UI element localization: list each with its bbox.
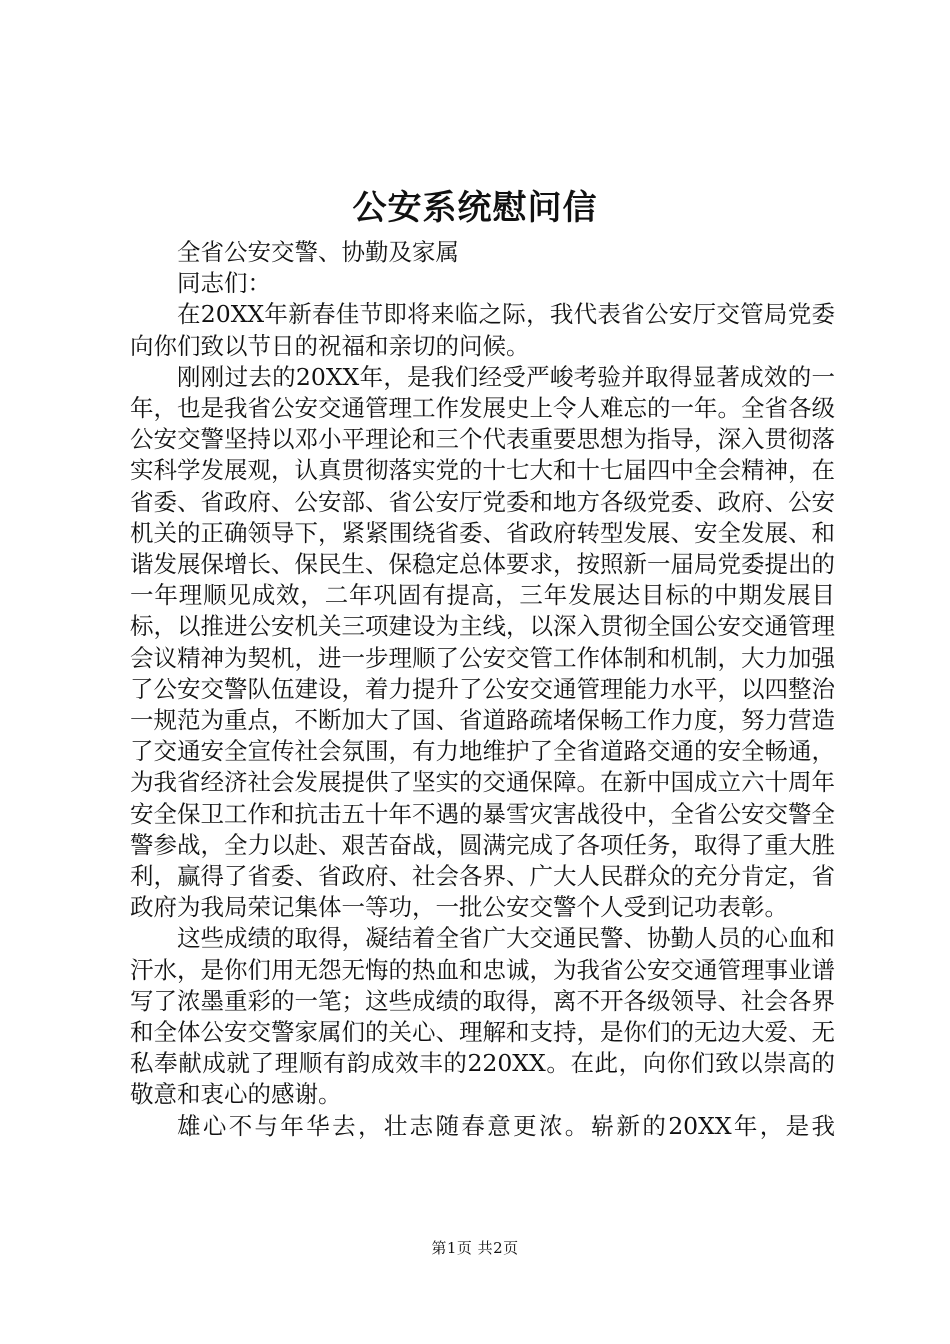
salutation-recipients: 全省公安交警、协勤及家属 xyxy=(177,238,459,266)
body-paragraph: 这些成绩的取得，凝结着全省广大交通民警、协勤人员的心血和汗水，是你们用无怨无悔的热血和忠诚，为我省公安交通管理事业谱写了浓墨重彩的一笔；这些成绩的取得，离不开各级领导、社会各界和全体公安交警家属们的关心、理解和支持，是你们的无边大爱、无私奉献成就了理顺有韵成效丰的220XX。在此，向你们致以崇高的敬意和衷心的感谢。 xyxy=(130,924,835,1109)
document-body xyxy=(130,237,835,1142)
document-title: 公安系统慰问信 xyxy=(352,188,598,228)
body-paragraph: 雄心不与年华去，壮志随春意更浓。崭新的20XX年，是我 xyxy=(177,1111,835,1140)
page-footer: 第1页 共2页 xyxy=(431,1239,519,1257)
body-paragraph: 在20XX年新春佳节即将来临之际，我代表省公安厅交管局党委向你们致以节日的祝福和亲切的问候。 xyxy=(130,300,835,360)
salutation-greeting: 同志们： xyxy=(177,269,271,298)
body-paragraph: 刚刚过去的20XX年，是我们经受严峻考验并取得显著成效的一年，也是我省公安交通管理工作发展史上令人难忘的一年。全省各级公安交警坚持以邓小平理论和三个代表重要思想为指导，深入贯彻落实科学发展观，认真贯彻落实党的十七大和十七届四中全会精神，在省委、省政府、公安部、省公安厅党委和地方各级党委、政府、公安机关的正确领导下，紧紧围绕省委、省政府转型发展、安全发展、和谐发展保增长、保民生、保稳定总体要求，按照新一届局党委提出的一年理顺见成效，二年巩固有提高，三年发展达目标的中期发展目标，以推进公安机关三项建设为主线，以深入贯彻全国公安交通管理会议精神为契机，进一步理顺了公安交管工作体制和机制，大力加强了公安交警队伍建设，着力提升了公安交通管理能力水平，以四整治一规范为重点，不断加大了国、省道路疏堵保畅工作力度，努力营造了交通安全宣传社会氛围，有力地维护了全省道路交通的安全畅通，为我省经济社会发展提供了坚实的交通保障。在新中国成立六十周年安全保卫工作和抗击五十年不遇的暴雪灾害战役中，全省公安交警全警参战，全力以赴、艰苦奋战，圆满完成了各项任务，取得了重大胜利，赢得了省委、省政府、社会各界、广大人民群众的充分肯定，省政府为我局荣记集体一等功，一批公安交警个人受到记功表彰。 xyxy=(130,362,835,922)
